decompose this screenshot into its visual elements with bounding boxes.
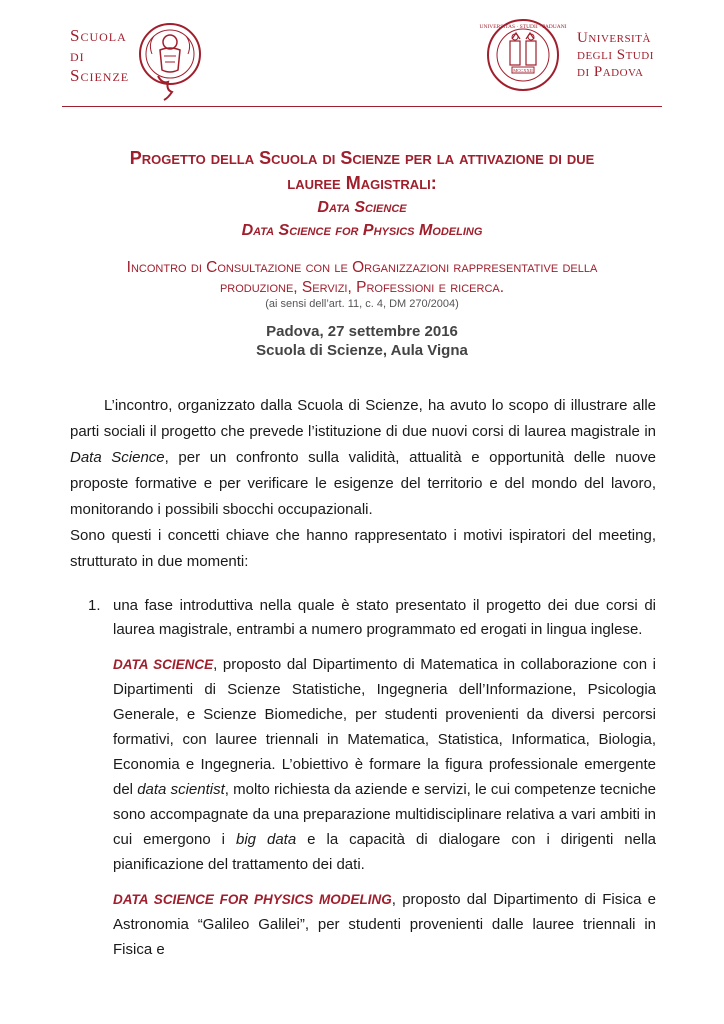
data-science-text-a: , proposto dal Dipartimento di Matematica in collaborazione con i Dipartimenti di Scienze Statistiche, Ingegneria dell’Informazione, Psicologia Generale, e Scienze Biomediche, per studenti provenienti da diversi percorsi formativi, con lauree triennali in Matematica, Statistica, Informatica, Biologia, Economia e Ingegneria. L’obiettivo è formare la figura professionale emergente del xyxy=(113,656,656,798)
university-seal-icon xyxy=(478,17,568,93)
list-item-1-text: una fase introduttiva nella quale è stato presentato il progetto dei due corsi di laurea magistrale, entrambi a numero programmato ed erogati in lingua inglese. xyxy=(113,597,656,638)
paragraph-1 xyxy=(70,393,656,523)
data-science-description xyxy=(113,652,656,877)
meeting-heading xyxy=(62,258,662,311)
meeting-place: Scuola di Scienze, Aula Vigna xyxy=(256,342,468,359)
logo-left-line-2: di xyxy=(70,46,85,65)
paragraph-1-emphasis: Data Science xyxy=(70,449,165,466)
logo-right-line-1: Università xyxy=(577,30,651,46)
body-text xyxy=(70,393,656,575)
list-item-1 xyxy=(113,594,656,962)
data-science-text-b: , molto richiesta da aziende e servizi, le cui competenze tecniche sono accompagnate da una preparazione multidisciplinare relativa a vari ambiti in cui emergono i xyxy=(113,781,657,848)
meeting-line-1: Incontro di Consultazione con le Organizzazioni rappresentative della xyxy=(126,259,598,276)
paragraph-1-a: L’incontro, organizzato dalla Scuola di Scienze, ha avuto lo scopo di illustrare alle parti sociali il progetto che prevede l’istituzione di due nuovi corsi di laurea magistrale in xyxy=(70,397,656,440)
scuola-di-scienze-logo-text xyxy=(70,26,129,86)
list-item-number: 1. xyxy=(88,597,101,614)
numbered-list xyxy=(88,594,656,962)
big-data-emphasis: big data xyxy=(235,831,297,848)
title-sub-1: Data Science xyxy=(317,199,407,216)
logo-right-line-3: di Padova xyxy=(577,64,644,80)
header-divider xyxy=(62,106,662,107)
universita-padova-logo-text xyxy=(577,30,654,81)
seal-text: UNIVERSITAS · STUDII · PADUANI xyxy=(479,24,567,30)
data-science-keyword: DATA SCIENCE xyxy=(113,657,214,672)
physics-modeling-keyword: DATA SCIENCE FOR PHYSICS MODELING xyxy=(113,892,392,907)
title-line-1: Progetto della Scuola di Scienze per la attivazione di due xyxy=(129,148,595,168)
logo-left-line-3: Scienze xyxy=(70,66,130,85)
paragraph-2: Sono questi i concetti chiave che hanno rappresentato i motivi ispiratori del meeting, strutturato in due momenti: xyxy=(70,527,656,570)
paragraph-1-b: , per un confronto sulla validità, attualità e opportunità delle nuove proposte formative e per verificare le esigenze del territorio e del mondo del lavoro, monitorando i possibili sbocchi occupazionali. xyxy=(70,449,656,518)
meeting-line-2: produzione, Servizi, Professioni e ricerca. xyxy=(219,279,505,296)
seal-year: MCCXXII xyxy=(513,68,533,73)
data-scientist-emphasis: data scientist xyxy=(137,781,225,798)
meeting-date: Padova, 27 settembre 2016 xyxy=(266,323,458,340)
document-title xyxy=(62,146,662,242)
scuola-seal-icon xyxy=(138,20,202,104)
logo-left-line-1: Scuola xyxy=(70,26,127,45)
physics-modeling-description xyxy=(113,887,656,962)
meeting-date-place xyxy=(62,322,662,360)
document-header xyxy=(0,0,724,108)
title-sub-2: Data Science for Physics Modeling xyxy=(241,222,483,239)
meeting-legal-note: (ai sensi dell’art. 11, c. 4, DM 270/2004) xyxy=(265,298,459,310)
data-science-text-c: e la capacità di dialogare con i dirigenti nella pianificazione del trattamento dei dati. xyxy=(113,831,656,873)
title-line-2: lauree Magistrali: xyxy=(287,173,437,193)
logo-right-line-2: degli Studi xyxy=(577,47,654,63)
physics-modeling-text: , proposto dal Dipartimento di Fisica e Astronomia “Galileo Galilei”, per studenti provenienti dalle lauree triennali in Fisica e xyxy=(113,891,656,958)
